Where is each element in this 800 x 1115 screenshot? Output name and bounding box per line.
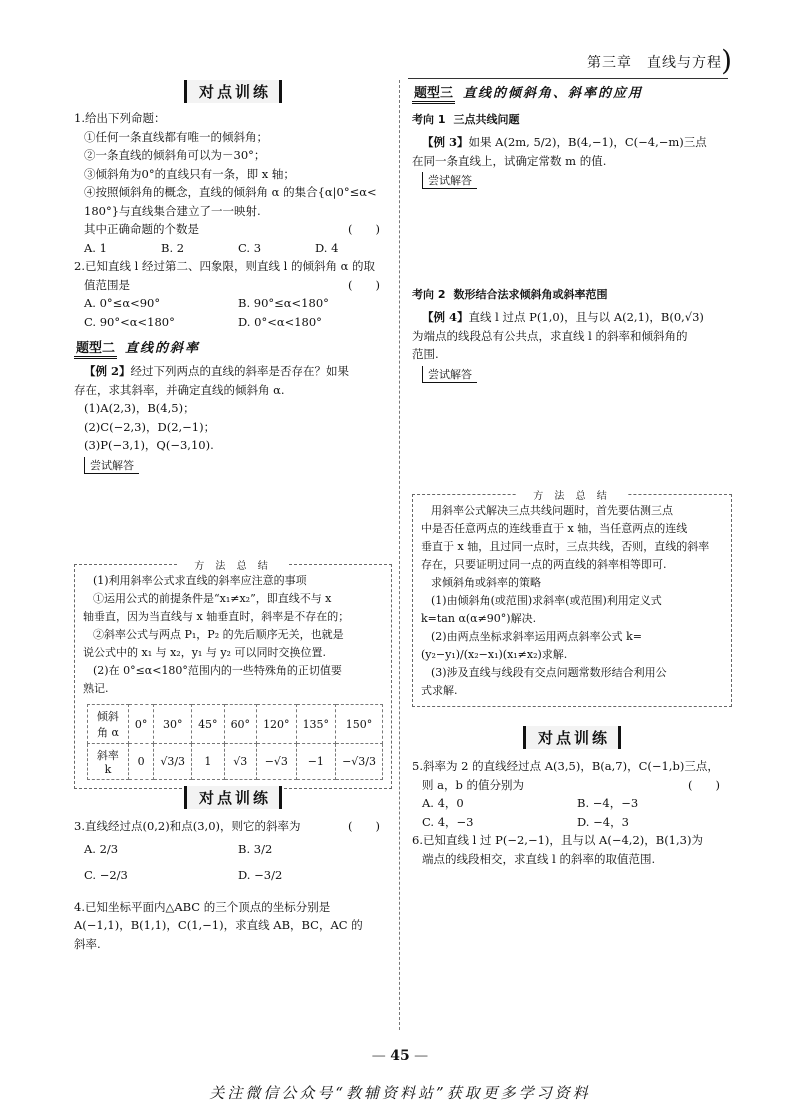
header-rule (408, 78, 728, 79)
train-heading-1: 对点训练 (184, 80, 282, 103)
option-c: C. 4，−3 (422, 814, 474, 829)
left-lower (74, 786, 392, 953)
try-answer-label: 尝试解答 (84, 457, 139, 474)
option-d: D. 0°<α<180° (238, 314, 322, 329)
chapter-header: 第三章 直线与方程 (587, 55, 722, 71)
table-row: 斜率 k 0 √3/3 1 √3 −√3 −1 −√3/3 (88, 744, 383, 780)
example-4: 【例 4】直线 l 过点 P(1,0)，且与以 A(2,1)，B(0,√3) 为端点的线段总有公共点，求直线 l 的斜率和倾斜角的 范围. 尝试解答 (412, 310, 704, 381)
train-heading-2: 对点训练 (184, 786, 282, 809)
option-b: B. 90°≤α<180° (238, 296, 329, 310)
answer-paren: ( ) (688, 777, 720, 792)
method-summary-box-2: 方 法 总 结 用斜率公式解决三点共线问题时，首先要估测三点 中是否任意两点的连线垂直于 x 轴，当任意两点的连线 垂直于 x 轴，且过同一点时，三点共线，否则，直线的斜率 存在，只要证明过同一点的两直线的斜率相等即可. 求倾斜角或斜率的策略 (1)由倾斜角(或范围)求斜率(或范围)利用定义式 k=tan α(α≠90°)解决. (2)由两点坐标求斜率运用两点斜率公式 k= (y₂−y₁)/(x₂−x₁)(x₁≠x₂)求解. (3)涉及直线与线段有交点问题常数形结合利用公 式求解. (412, 494, 732, 707)
question-5: 5.斜率为 2 的直线经过点 A(3,5)，B(a,7)，C(−1,b)三点， 则 a，b 的值分别为 ( ) A. 4，0 B. −4，−3 C. 4，−3 D. −4，3 (412, 757, 732, 831)
question-3: 3.直线经过点(0,2)和点(3,0)，则它的斜率为 ( ) A. 2/3 B. 3/2 C. −2/3 D. −3/2 (74, 817, 392, 888)
example-3: 【例 3】如果 A(2m, 5/2)，B(4,−1)，C(−4,−m)三点 在同一条直线上，试确定常数 m 的值. 尝试解答 (412, 135, 707, 187)
question-6: 6.已知直线 l 过 P(−2,−1)，且与以 A(−4,2)，B(1,3)为 端点的线段相交，求直线 l 的斜率的取值范围. (412, 833, 703, 866)
left-column (74, 80, 392, 474)
direction-2: 考向 2 数形结合法求倾斜角或斜率范围 (412, 288, 608, 301)
promo-footer: 关注微信公众号“教辅资料站”获取更多学习资料 (209, 1084, 591, 1102)
special-angle-table (87, 704, 383, 780)
try-answer-label: 尝试解答 (422, 366, 477, 383)
option-b: B. 2 (161, 240, 185, 255)
option-d: D. 4 (315, 240, 339, 255)
table-row: 倾斜角 α 0° 30° 45° 60° 120° 135° 150° (88, 705, 383, 744)
option-b: B. −4，−3 (577, 796, 639, 810)
right-lower (412, 726, 732, 868)
option-a: A. 4，0 (422, 796, 464, 810)
option-a: A. 2/3 (84, 841, 119, 856)
answer-paren: ( ) (348, 222, 380, 236)
column-divider (399, 80, 400, 1030)
option-c: C. 90°<α<180° (84, 314, 175, 329)
right-direction-2 (412, 286, 732, 383)
question-1: 1.给出下列命题： ①任何一条直线都有唯一的倾斜角； ②一条直线的倾斜角可以为－30°； ③倾斜角为0°的直线只有一条，即 x 轴； ④按照倾斜角的概念，直线的倾斜角 α 的集合{α|0°≤α< 180°}与直线集合建立了一一映射. 其中正确命题的个数是 ( ) A. 1 B. 2 C. 3 D. 4 (74, 109, 392, 257)
option-d: D. −3/2 (238, 867, 283, 882)
option-d: D. −4，3 (577, 814, 629, 829)
option-a: A. 0°≤α<90° (84, 296, 161, 310)
section-type-2: 题型二 直线的斜率 (74, 337, 392, 356)
answer-paren: ( ) (348, 819, 380, 833)
header-bracket: ) (721, 44, 732, 77)
right-column (412, 82, 732, 189)
summary-title: 方 法 总 结 (517, 487, 627, 502)
option-a: A. 1 (84, 240, 107, 255)
example-2: 【例 2】经过下列两点的直线的斜率是否存在？如果 存在，求其斜率，并确定直线的倾斜角 α. (1)A(2,3)，B(4,5)； (2)C(−2,3)，D(2,−1)； (3)P(−3,1)，Q(−3,10). 尝试解答 (74, 364, 350, 472)
page-number: — 45 — (371, 1048, 429, 1064)
question-4: 4.已知坐标平面内△ABC 的三个顶点的坐标分别是 A(−1,1)，B(1,1)，C(1,−1)，求直线 AB，BC，AC 的 斜率. (74, 899, 363, 951)
train-heading-3: 对点训练 (523, 726, 621, 749)
option-b: B. 3/2 (238, 841, 273, 856)
question-2: 2.已知直线 l 经过第二、四象限，则直线 l 的倾斜角 α 的取 值范围是 ( ) A. 0°≤α<90° B. 90°≤α<180° C. 90°<α<180° D. 0°<α<180° (74, 257, 392, 331)
option-c: C. 3 (238, 240, 262, 255)
answer-paren: ( ) (348, 277, 380, 292)
direction-1: 考向 1 三点共线问题 (412, 113, 520, 126)
method-summary-box: 方 法 总 结 (1)利用斜率公式求直线的斜率应注意的事项 ①运用公式的前提条件是“x₁≠x₂”，即直线不与 x 轴垂直，因为当直线与 x 轴垂直时，斜率是不存在的； ②斜率公式与两点 P₁，P₂ 的先后顺序无关，也就是 说公式中的 x₁ 与 x₂，y₁ 与 y₂ 可以同时交换位置. (2)在 0°≤α<180°范围内的一些特殊角的正切值要 熟记. 倾斜角 α 0° 30° 45° 60° 120° 135° 150° 斜率 k 0 √3/3 1 √3 −√3 −1 −√3/3 (74, 564, 392, 789)
summary-title: 方 法 总 结 (178, 557, 288, 572)
try-answer-label: 尝试解答 (422, 172, 477, 189)
option-c: C. −2/3 (84, 867, 128, 882)
section-type-3: 题型三 直线的倾斜角、斜率的应用 (412, 82, 732, 101)
